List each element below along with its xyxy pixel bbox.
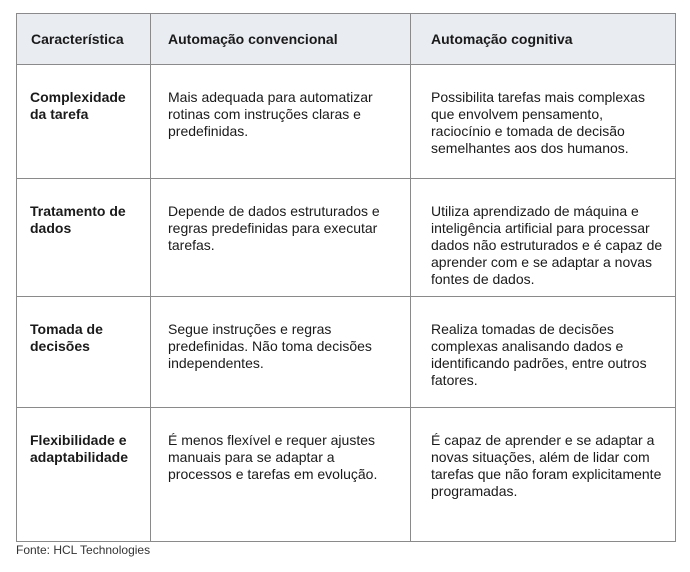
row-conventional: Mais adequada para automatizar rotinas com instruções claras e predefinidas. <box>151 65 411 179</box>
row-conventional: É menos flexível e requer ajustes manuais para se adaptar a processos e tarefas em evolução. <box>151 408 411 542</box>
table-row <box>17 179 676 297</box>
comparison-table-container <box>16 13 675 542</box>
row-cognitive: Possibilita tarefas mais complexas que envolvem pensamento, raciocínio e tomada de decisão semelhantes aos dos humanos. <box>411 65 676 179</box>
row-conventional: Depende de dados estruturados e regras predefinidas para executar tarefas. <box>151 179 411 297</box>
header-characteristic: Característica <box>17 14 151 65</box>
row-cognitive: É capaz de aprender e se adaptar a novas situações, além de lidar com tarefas que não foram explicitamente programadas. <box>411 408 676 542</box>
row-feature: Tomada de decisões <box>17 297 151 408</box>
row-cognitive: Realiza tomadas de decisões complexas analisando dados e identificando padrões, entre outros fatores. <box>411 297 676 408</box>
row-cognitive: Utiliza aprendizado de máquina e inteligência artificial para processar dados não estruturados e é capaz de aprender com e se adaptar a novas fontes de dados. <box>411 179 676 297</box>
row-conventional: Segue instruções e regras predefinidas. Não toma decisões independentes. <box>151 297 411 408</box>
header-conventional-automation: Automação convencional <box>151 14 411 65</box>
table-row <box>17 297 676 408</box>
header-cognitive-automation: Automação cognitiva <box>411 14 676 65</box>
comparison-table <box>16 13 676 542</box>
row-feature: Tratamento de dados <box>17 179 151 297</box>
row-feature: Complexidade da tarefa <box>17 65 151 179</box>
table-row <box>17 408 676 542</box>
source-caption: Fonte: HCL Technologies <box>16 543 151 557</box>
table-header-row <box>17 14 676 65</box>
row-feature: Flexibilidade e adaptabilidade <box>17 408 151 542</box>
table-row <box>17 65 676 179</box>
